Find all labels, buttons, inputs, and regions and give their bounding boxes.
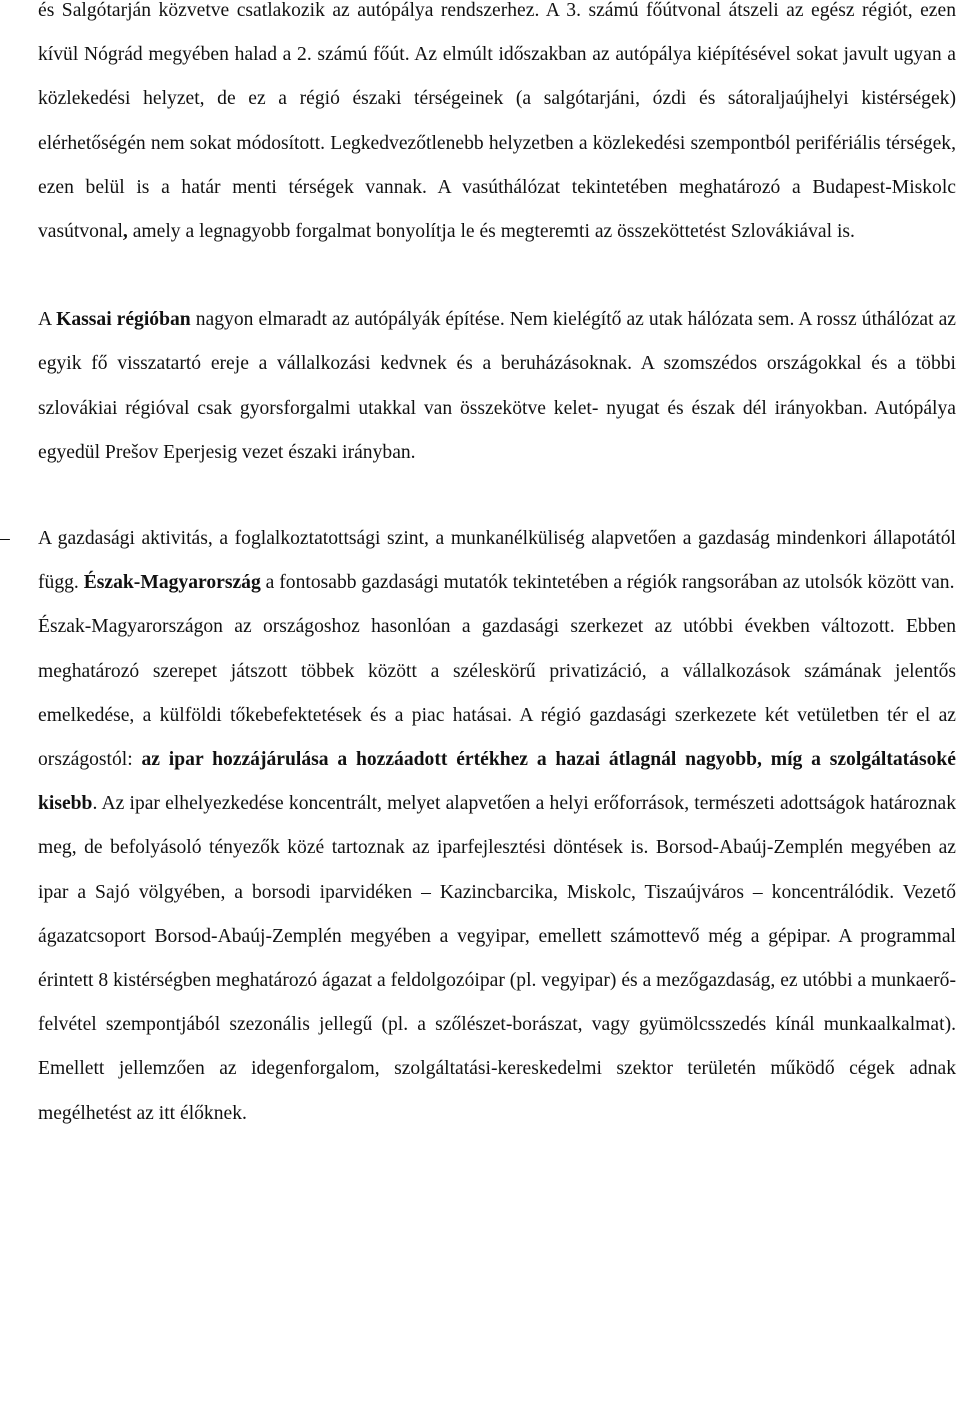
list-dash: – [0, 528, 10, 550]
paragraph-text: . Az ipar elhelyezkedése koncentrált, melyet alapvetően a helyi erőforrások, természeti adottságok határoznak meg, de befolyásoló tényezők közé tartoznak az iparfejlesztési döntések is. Borsod-Abaúj-Zemplén megyében az ipar a Sajó völgyében, a borsodi iparvidéken – Kazincbarcika, Miskolc, Tiszaújváros – koncentrálódik. Vezető ágazatcsoport Borsod-Abaúj-Zemplén megyében a vegyipar, emellett számottevő még a gépipar. A programmal érintett 8 kistérségben meghatározó ágazat a feldolgozóipar (pl. vegyipar) és a mezőgazdaság, ez utóbbi a munkaerő-felvétel szempontjából szezonális jellegű (pl. a szőlészet-borászat, vagy gyümölcsszedés kínál munkaalkalmat). Emellett jellemzően az idegenforgalom, szolgáltatási-kereskedelmi szektor területén működő cégek adnak megélhetést az itt élőknek. [38, 793, 956, 1124]
bold-region-name: Kassai régióban [56, 309, 191, 331]
paragraph-transport-kosice [38, 298, 956, 475]
paragraph-text: amely a legnagyobb forgalmat bonyolítja le és megteremti az összeköttetést Szlovákiával is. [127, 221, 855, 243]
paragraph-economy-structure [38, 605, 956, 1135]
paragraph-text: nagyon elmaradt az autópályák építése. Nem kielégítő az utak hálózata sem. A rossz úthálózat az egyik fő visszatartó ereje a vállalkozási kedvnek és a beruházásoknak. A szomszédos országokkal és a többi szlovákiai régióval csak gyorsforgalmi utakkal van összekötve kelet- nyugat és észak dél irányokban. Autópálya egyedül Prešov Eperjesig vezet északi irányban. [38, 309, 957, 463]
paragraph-text: és Salgótarján közvetve csatlakozik az autópálya rendszerhez. A 3. számú főútvonal átszeli az egész régiót, ezen kívül Nógrád megyében halad a 2. számú főút. Az elmúlt időszakban az autópálya kiépítésével sokat javult ugyan a közlekedési helyzet, de ez a régió északi térségeinek (a salgótarjáni, ózdi és sátoraljaújhelyi kistérségek) elérhetőségén nem sokat módosított. Legkedvezőtlenebb helyzetben a közlekedési szempontból perifériális térségek, ezen belül is a határ menti térségek vannak. A vasúthálózat tekintetében meghatározó a Budapest-Miskolc vasútvonal [38, 0, 956, 243]
bold-key-finding: az ipar hozzájárulása a hozzáadott értékhez a hazai átlagnál nagyobb, míg a szolgáltatásoké kisebb [38, 749, 956, 815]
bold-comma: , [122, 221, 128, 243]
paragraph-text: A [38, 309, 57, 331]
paragraph-transport-hungary [38, 0, 956, 254]
paragraph-economy-intro [0, 517, 956, 605]
paragraph-text: Észak-Magyarországon az országoshoz hasonlóan a gazdasági szerkezet az utóbbi években változott. Ebben meghatározó szerepet játszott többek között a széleskörű privatizáció, a vállalkozások számának jelentős emelkedése, a külföldi tőkebefektetések és a piac hatásai. A régió gazdasági szerkezete két vetületben tér el az országostól: [38, 616, 956, 771]
bold-region-name: Észak-Magyarország [83, 572, 261, 594]
paragraph-text: A gazdasági aktivitás, a foglalkoztatottsági szint, a munkanélküliség alapvetően a gazdaság mindenkori állapotától függ. [38, 528, 956, 594]
paragraph-text: a fontosabb gazdasági mutatók tekintetében a régiók rangsorában az utolsók között van. [260, 572, 955, 594]
